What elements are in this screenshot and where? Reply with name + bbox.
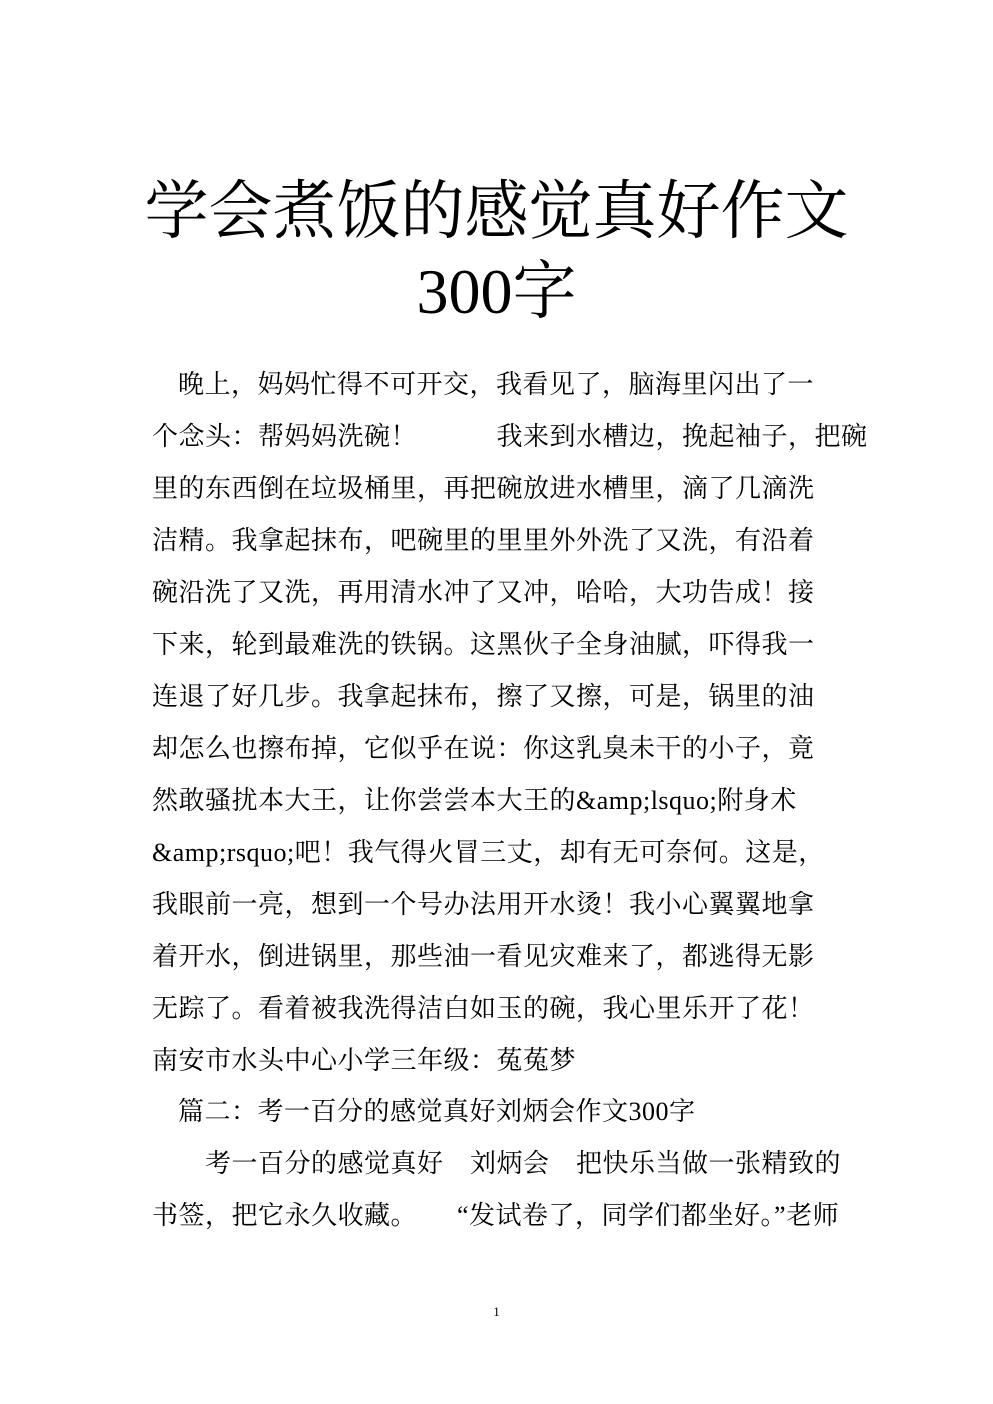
body-line: &amp;rsquo;吧！我气得火冒三丈，却有无可奈何。这是， [152,838,825,867]
body-line: 碗沿洗了又洗，再用清水冲了又冲，哈哈，大功告成！接 [152,578,815,607]
body-line: 下来，轮到最难洗的铁锅。这黑伙子全身油腻，吓得我一 [152,630,815,659]
section-heading: 篇二：考一百分的感觉真好刘炳会作文300字 [178,1097,696,1126]
body-line: 然敢骚扰本大王，让你尝尝本大王的&amp;lsquo;附身术 [152,786,797,815]
author-line: 南安市水头中心小学三年级：菟菟梦 [152,1046,577,1075]
body-line: 晚上，妈妈忙得不可开交，我看见了，脑海里闪出了一 [178,370,815,399]
body-line: 连退了好几步。我拿起抹布，擦了又擦，可是，锅里的油 [152,682,815,711]
title-line-2: 300字 [416,256,577,327]
body-line: 个念头：帮妈妈洗碗！ 我来到水槽边，挽起袖子，把碗 [152,422,868,451]
body-line: 书签，把它永久收藏。 “发试卷了，同学们都坐好。”老师 [152,1201,840,1230]
body-line: 里的东西倒在垃圾桶里，再把碗放进水槽里，滴了几滴洗 [152,474,815,503]
page-number: 1 [493,1304,500,1319]
title-line-1: 学会煮饭的感觉真好作文 [144,176,849,247]
body-line: 洁精。我拿起抹布，吧碗里的里里外外洗了又洗，有沿着 [152,526,815,555]
body-line: 着开水，倒进锅里，那些油一看见灾难来了，都逃得无影 [152,942,815,971]
body-line: 却怎么也擦布掉，它似乎在说：你这乳臭未干的小子，竟 [152,734,815,763]
body-line: 无踪了。看着被我洗得洁白如玉的碗，我心里乐开了花！ [152,994,815,1023]
body-line: 我眼前一亮，想到一个号办法用开水烫！我小心翼翼地拿 [152,890,815,919]
body-line: 考一百分的感觉真好 刘炳会 把快乐当做一张精致的 [205,1149,842,1178]
